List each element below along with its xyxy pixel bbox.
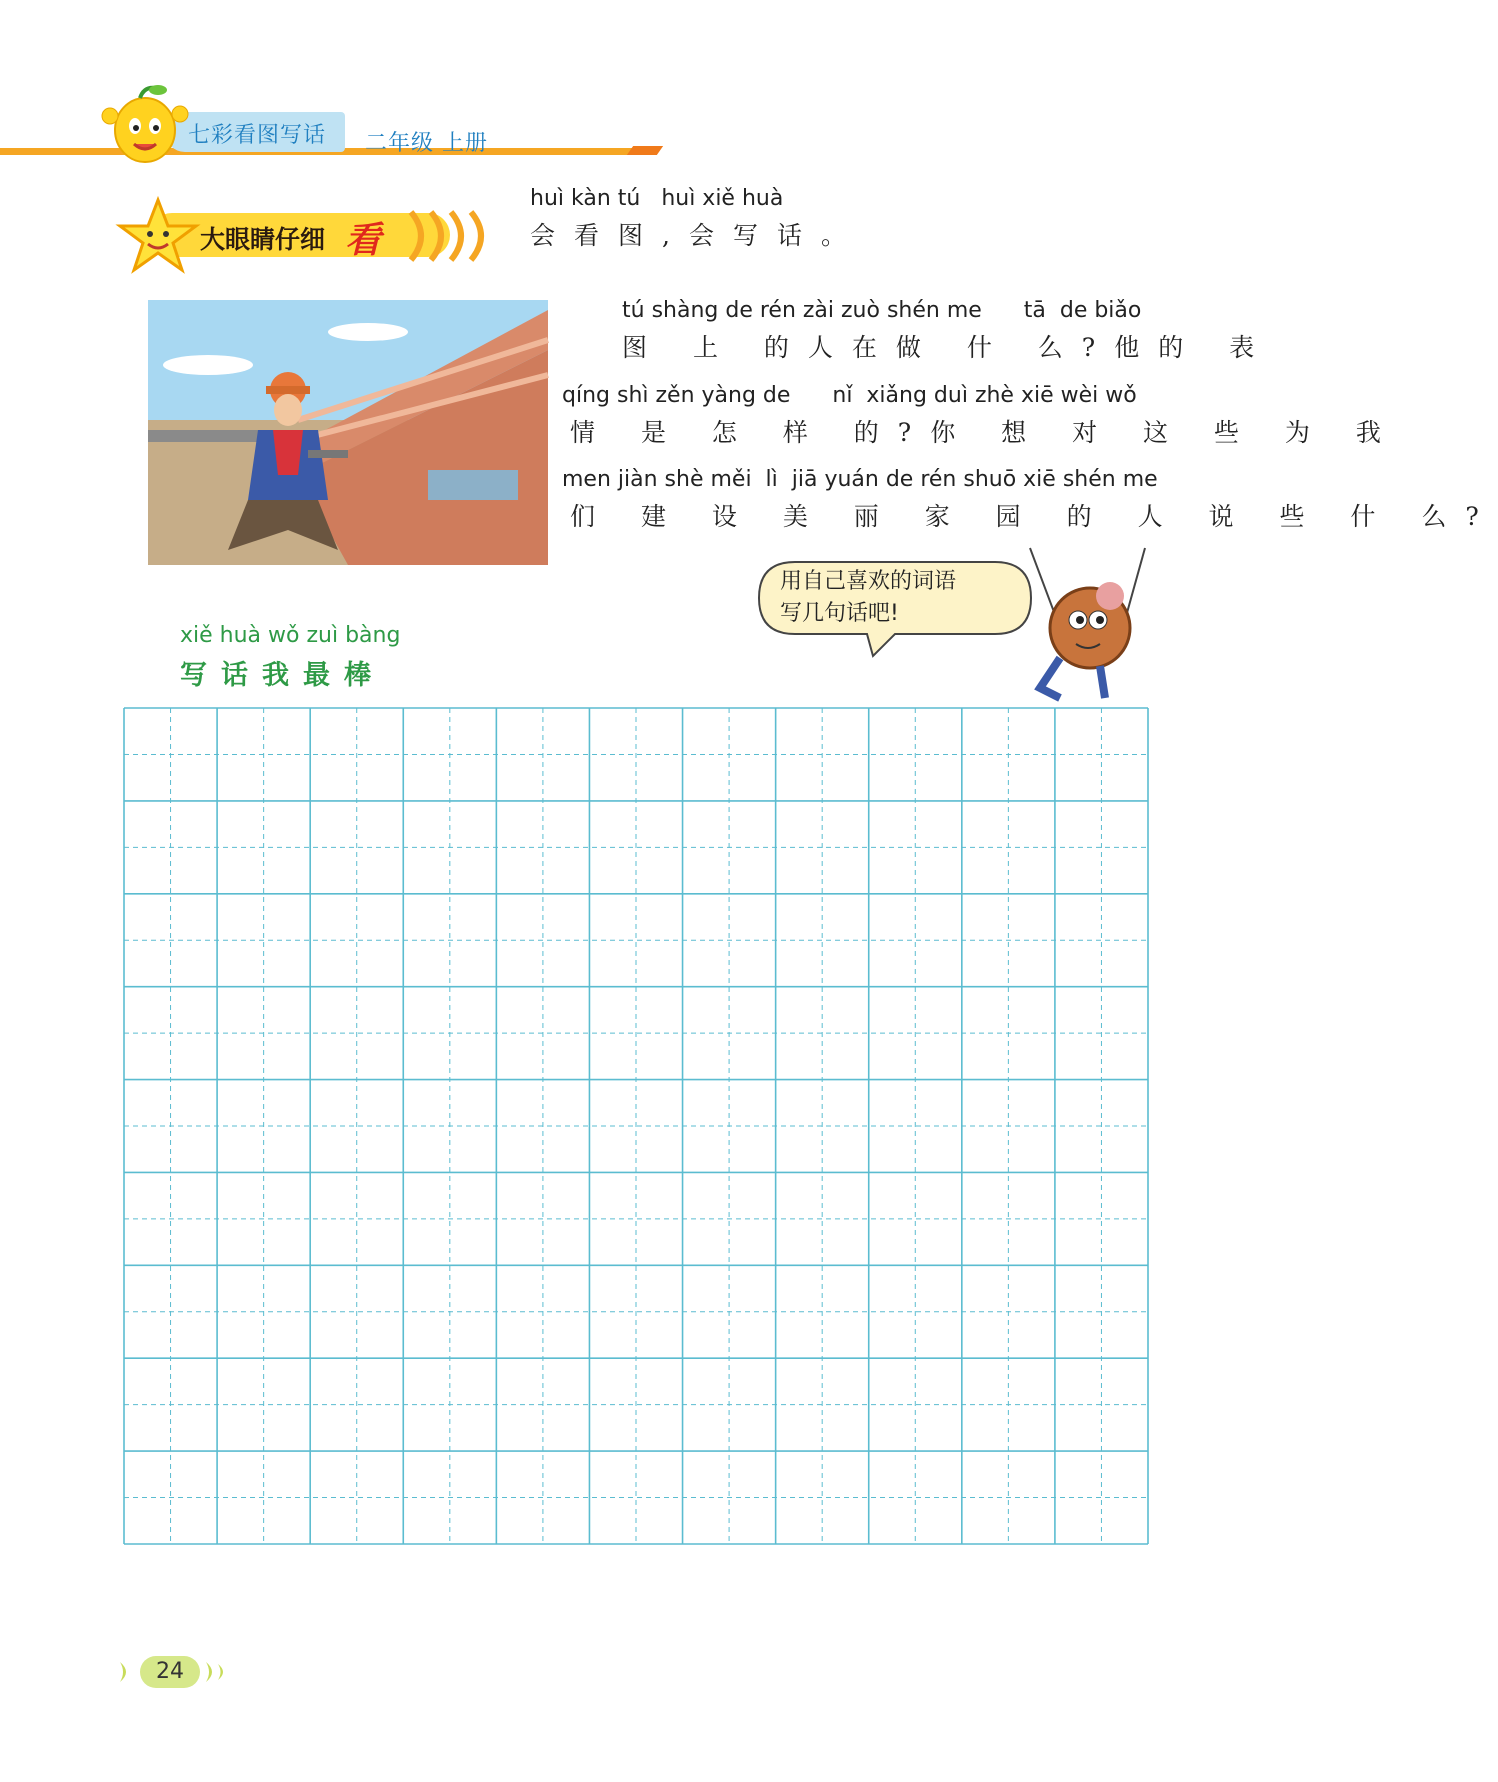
question-line-2-text: 情 是 怎 样 的?你 想 对 这 些 为 我: [570, 418, 1400, 447]
question-line-3-text: 们 建 设 美 丽 家 园 的 人 说 些 什 么?: [570, 502, 1498, 531]
bubble-line-1: 用自己喜欢的词语: [780, 569, 957, 594]
writing-section-pinyin: xiě huà wǒ zuì bàng: [180, 623, 401, 648]
writing-section-title: 写话我最棒: [180, 660, 385, 691]
bubble-text: [780, 566, 1010, 630]
series-title: 七彩看图写话: [188, 123, 327, 148]
worker-bridge-illustration: [148, 300, 548, 565]
page-number: 24: [140, 1656, 200, 1688]
smiling-star-icon: [118, 198, 198, 274]
grade-label: 二年级 上册: [365, 131, 488, 156]
banner-highlight: 看: [345, 219, 382, 261]
banner-chevrons: [405, 208, 505, 264]
intro-pinyin: huì kàn tú huì xiě huà: [530, 186, 784, 211]
lemon-mascot-icon: [100, 78, 190, 168]
intro-text: 会看图,会写话。: [530, 221, 865, 250]
footer-left-crescent: [118, 1660, 132, 1684]
question-line-1-text: 图 上 的人在做 什 么?他的 表: [622, 333, 1274, 362]
writing-grid[interactable]: [124, 708, 1148, 1544]
header-bar-accent: [627, 146, 663, 155]
bubble-line-2: 写几句话吧!: [780, 601, 899, 626]
footer-right-crescents: [204, 1660, 234, 1684]
question-line-3-pinyin: men jiàn shè měi lì jiā yuán de rén shuō xiē shén me: [562, 467, 1158, 492]
swinging-chestnut-mascot-icon: [1010, 548, 1150, 708]
banner-title: 大眼睛仔细: [200, 225, 326, 254]
question-line-1-pinyin: tú shàng de rén zài zuò shén me tā de biǎo: [622, 298, 1142, 323]
question-line-2-pinyin: qíng shì zěn yàng de nǐ xiǎng duì zhè xiē wèi wǒ: [562, 383, 1137, 408]
